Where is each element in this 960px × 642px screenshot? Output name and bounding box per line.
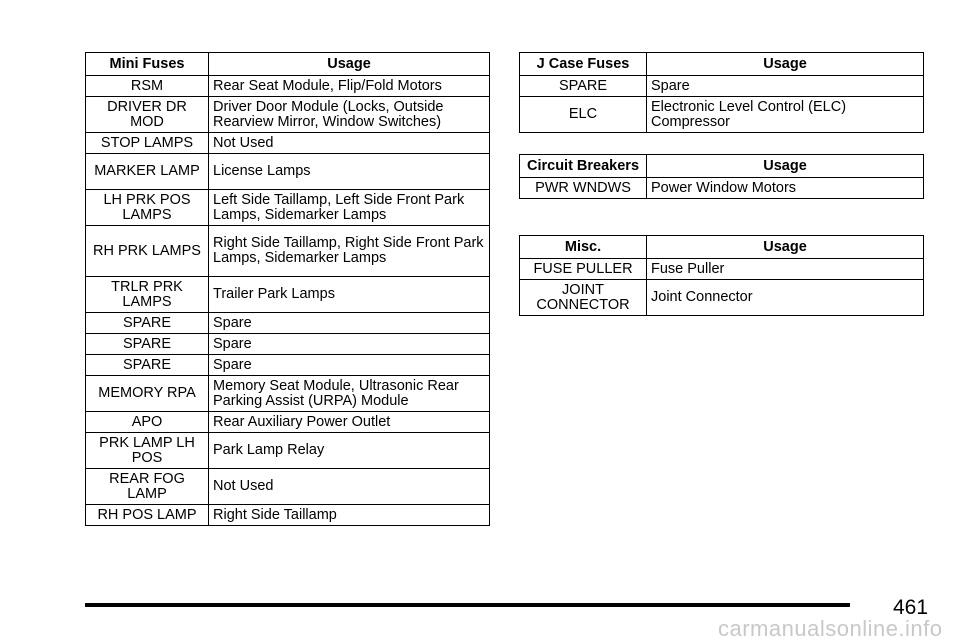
fuse-usage-cell: Park Lamp Relay [209, 433, 490, 469]
misc-name-cell: JOINT CONNECTOR [520, 280, 647, 316]
table-row [86, 277, 490, 313]
fuse-usage-cell: Right Side Taillamp, Right Side Front Park Lamps, Sidemarker Lamps [209, 226, 490, 277]
table-row [86, 355, 490, 376]
misc-name-cell: FUSE PULLER [520, 259, 647, 280]
fuse-name-cell: MEMORY RPA [86, 376, 209, 412]
fuse-name-cell: RH POS LAMP [86, 505, 209, 526]
fuse-usage-cell: Not Used [209, 469, 490, 505]
table-header-row [520, 155, 924, 178]
fuse-name-cell: APO [86, 412, 209, 433]
page-number: 461 [893, 596, 929, 619]
fuse-usage-cell: Right Side Taillamp [209, 505, 490, 526]
fuse-usage-cell: License Lamps [209, 154, 490, 190]
fuse-usage-cell: Rear Auxiliary Power Outlet [209, 412, 490, 433]
fuse-usage-cell: Trailer Park Lamps [209, 277, 490, 313]
fuse-name-cell: ELC [520, 97, 647, 133]
fuse-name-cell: MARKER LAMP [86, 154, 209, 190]
fuse-name-cell: SPARE [86, 334, 209, 355]
column-header-breaker: Circuit Breakers [520, 155, 647, 178]
table-header-row [520, 53, 924, 76]
table-row [86, 412, 490, 433]
fuse-usage-cell: Electronic Level Control (ELC) Compressor [647, 97, 924, 133]
breaker-name-cell: PWR WNDWS [520, 178, 647, 199]
column-header-fuse: Mini Fuses [86, 53, 209, 76]
table-row [86, 505, 490, 526]
fuse-usage-cell: Rear Seat Module, Flip/Fold Motors [209, 76, 490, 97]
column-header-usage: Usage [647, 155, 924, 178]
table-row [86, 226, 490, 277]
table-row [86, 133, 490, 154]
fuse-name-cell: STOP LAMPS [86, 133, 209, 154]
fuse-name-cell: DRIVER DR MOD [86, 97, 209, 133]
table-row [86, 313, 490, 334]
fuse-usage-cell: Spare [647, 76, 924, 97]
fuse-usage-cell: Not Used [209, 133, 490, 154]
fuse-name-cell: SPARE [86, 355, 209, 376]
mini-fuses-table [85, 52, 490, 526]
table-row [86, 97, 490, 133]
fuse-usage-cell: Left Side Taillamp, Left Side Front Park Lamps, Sidemarker Lamps [209, 190, 490, 226]
misc-table [519, 235, 924, 316]
misc-usage-cell: Joint Connector [647, 280, 924, 316]
column-header-fuse: J Case Fuses [520, 53, 647, 76]
table-row [520, 97, 924, 133]
table-row [86, 469, 490, 505]
breaker-usage-cell: Power Window Motors [647, 178, 924, 199]
fuse-name-cell: LH PRK POS LAMPS [86, 190, 209, 226]
column-header-usage: Usage [209, 53, 490, 76]
table-row [86, 334, 490, 355]
footer-rule [85, 603, 850, 607]
table-row [520, 178, 924, 199]
fuse-usage-cell: Spare [209, 313, 490, 334]
fuse-name-cell: SPARE [86, 313, 209, 334]
table-header-row [86, 53, 490, 76]
j-case-fuses-table [519, 52, 924, 133]
table-row [86, 76, 490, 97]
fuse-usage-cell: Spare [209, 355, 490, 376]
column-header-usage: Usage [647, 53, 924, 76]
fuse-usage-cell: Memory Seat Module, Ultrasonic Rear Parking Assist (URPA) Module [209, 376, 490, 412]
table-row [86, 154, 490, 190]
fuse-name-cell: REAR FOG LAMP [86, 469, 209, 505]
fuse-name-cell: RH PRK LAMPS [86, 226, 209, 277]
table-row [520, 76, 924, 97]
table-row [86, 433, 490, 469]
table-header-row [520, 236, 924, 259]
fuse-name-cell: SPARE [520, 76, 647, 97]
fuse-name-cell: TRLR PRK LAMPS [86, 277, 209, 313]
fuse-name-cell: RSM [86, 76, 209, 97]
misc-usage-cell: Fuse Puller [647, 259, 924, 280]
fuse-usage-cell: Driver Door Module (Locks, Outside Rearview Mirror, Window Switches) [209, 97, 490, 133]
fuse-usage-cell: Spare [209, 334, 490, 355]
circuit-breakers-table [519, 154, 924, 199]
watermark: carmanualsonline.info [718, 616, 943, 641]
table-row [520, 259, 924, 280]
fuse-name-cell: PRK LAMP LH POS [86, 433, 209, 469]
column-header-misc: Misc. [520, 236, 647, 259]
table-row [520, 280, 924, 316]
column-header-usage: Usage [647, 236, 924, 259]
table-row [86, 190, 490, 226]
table-row [86, 376, 490, 412]
